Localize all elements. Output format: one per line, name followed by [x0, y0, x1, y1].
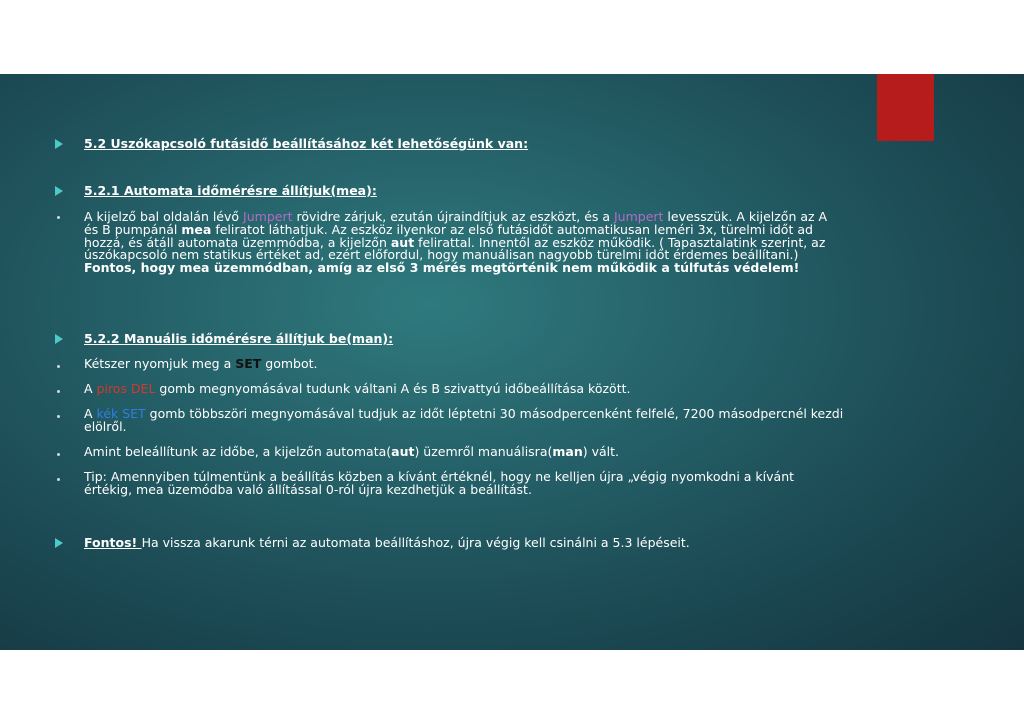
- arrow-bullet-icon: [55, 334, 63, 344]
- dot-bullet-icon: [57, 415, 60, 418]
- list-item: Amint beleállítunk az időbe, a kijelzőn automata(aut) üzemről manuálisra(man) vált.: [84, 444, 619, 459]
- slide: [0, 74, 1024, 650]
- arrow-bullet-icon: [55, 139, 63, 149]
- list-item: A piros DEL gomb megnyomásával tudunk váltani A és B szivattyú időbeállítása között.: [84, 381, 631, 396]
- dot-bullet-icon: [57, 453, 60, 456]
- dot-bullet-icon: [57, 478, 60, 481]
- arrow-bullet-icon: [55, 186, 63, 196]
- list-item: A kék SET gomb többszöri megnyomásával tudjuk az időt léptetni 30 másodpercenként felfelé, 7200 másodpercnél kezdi elölről.: [84, 406, 844, 434]
- red-accent-bar: [877, 74, 934, 141]
- dot-bullet-icon: [57, 216, 60, 219]
- arrow-bullet-icon: [55, 538, 63, 548]
- list-item: Kétszer nyomjuk meg a SET gombot.: [84, 356, 318, 371]
- dot-bullet-icon: [57, 365, 60, 368]
- dot-bullet-icon: [57, 390, 60, 393]
- heading-5-2-1: 5.2.1 Automata időmérésre állítjuk(mea):: [84, 183, 377, 198]
- heading-5-2-2: 5.2.2 Manuális időmérésre állítjuk be(man):: [84, 331, 394, 346]
- heading-5-2: 5.2 Uszókapcsoló futásidő beállításához két lehetőségünk van:: [84, 136, 529, 151]
- paragraph-auto-mode: A kijelző bal oldalán lévő Jumpert rövidre zárjuk, ezután újraindítjuk az eszközt, és a Jumpert levesszük. A kijelzőn az A és B pumpánál mea feliratot láthatjuk. Az eszköz ilyenkor az első futásidőt automatikusan leméri 3x, türelmi időt ad hozzá, és átáll automata üzemmódba, a kijelzőn aut felirattal. Innentől az eszköz működik. ( Tapasztalatink szerint, az úszókapcsoló nem statikus értéket ad, ezért előfordul, hogy manuálisan nagyobb türelmi időt érdemes beállítani.) Fontos, hogy mea üzemmódban, amíg az első 3 mérés megtörténik nem működik a túlfutás védelem!: [84, 209, 828, 276]
- closing-note: Fontos! Ha vissza akarunk térni az automata beállításhoz, újra végig kell csinálni a 5.3 lépéseit.: [84, 535, 690, 550]
- list-item: Tip: Amennyiben túlmentünk a beállítás közben a kívánt értéknél, hogy ne kelljen újra „végig nyomkodni a kívánt értékig, mea üzemódba való állítással 0-ról újra kezdhetjük a beállítást.: [84, 469, 795, 497]
